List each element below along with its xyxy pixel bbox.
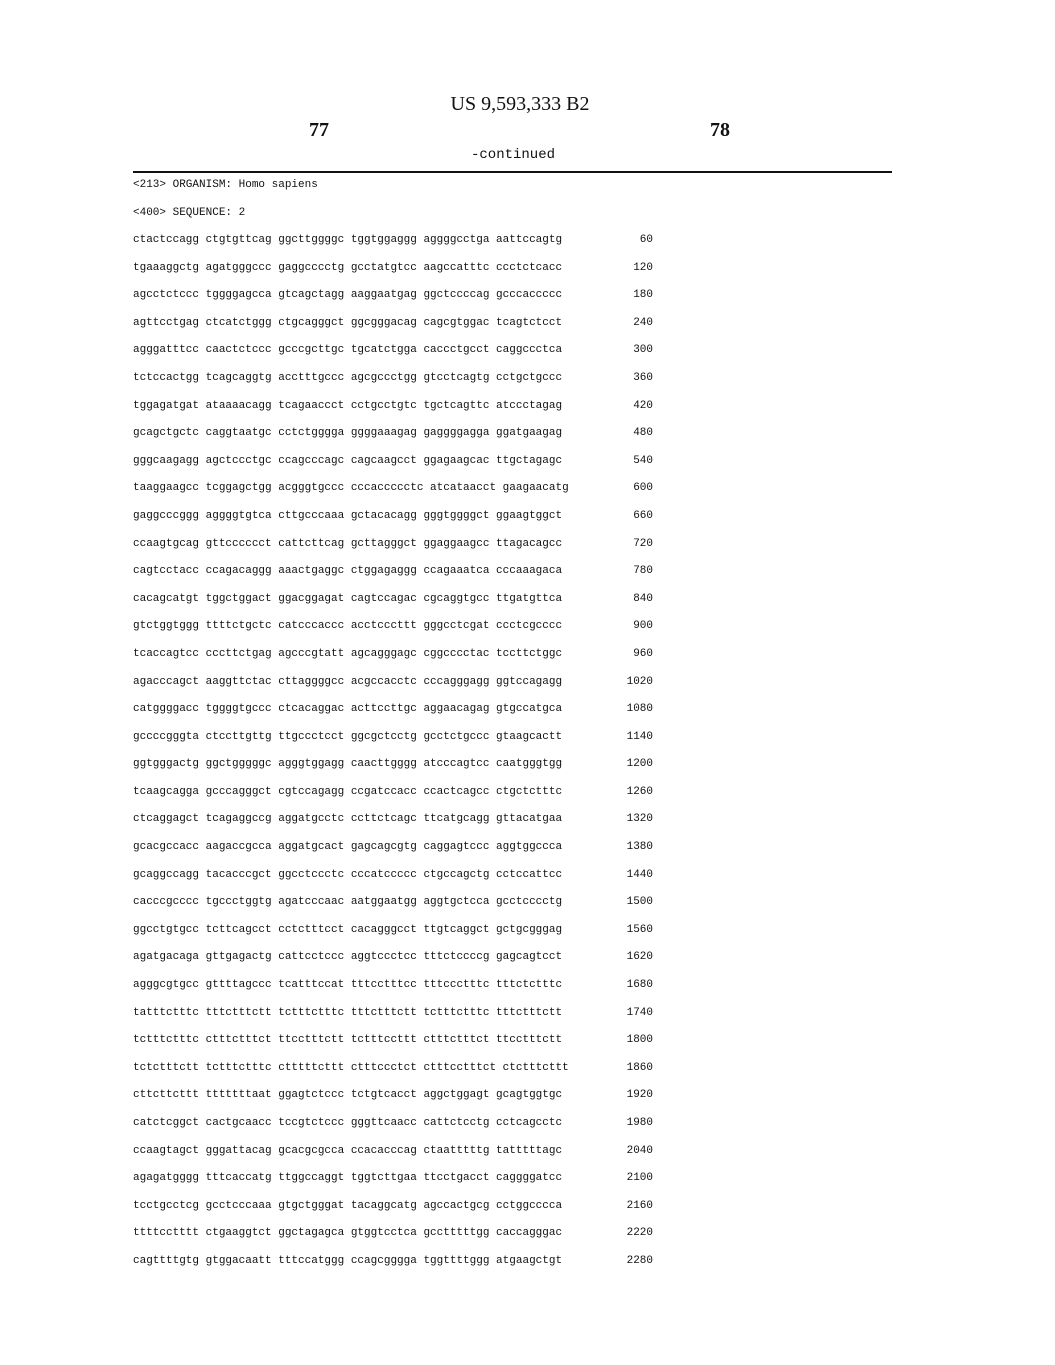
sequence-row xyxy=(133,840,673,868)
sequence-position: 120 xyxy=(633,261,653,274)
sequence-position: 180 xyxy=(633,289,653,302)
sequence-position: 2100 xyxy=(626,1172,653,1185)
sequence-row xyxy=(133,426,673,454)
sequence-text: agttcctgag ctcatctggg ctgcagggct ggcgggacag cagcgtggac tcagtctcct xyxy=(133,316,563,329)
sequence-position: 1320 xyxy=(626,813,653,826)
sequence-text: tggagatgat ataaaacagg tcagaaccct cctgcctgtc tgctcagttc atccctagag xyxy=(133,399,563,412)
sequence-row xyxy=(133,1061,673,1089)
sequence-position: 900 xyxy=(633,620,653,633)
sequence-text: ccaagtgcag gttcccccct cattcttcag gcttagggct ggaggaagcc ttagacagcc xyxy=(133,537,563,550)
page-number-left: 77 xyxy=(309,119,329,141)
sequence-position: 1200 xyxy=(626,758,653,771)
sequence-text: ctcaggagct tcagaggccg aggatgcctc ccttctcagc ttcatgcagg gttacatgaa xyxy=(133,813,563,826)
page-number-right: 78 xyxy=(710,119,730,141)
sequence-text: agcctctccc tggggagcca gtcagctagg aaggaatgag ggctccccag gcccaccccc xyxy=(133,289,563,302)
sequence-row xyxy=(133,868,673,896)
sequence-row xyxy=(133,923,673,951)
sequence-position: 540 xyxy=(633,454,653,467)
sequence-position: 660 xyxy=(633,509,653,522)
sequence-position: 1620 xyxy=(626,951,653,964)
sequence-text: taaggaagcc tcggagctgg acgggtgccc cccaccccctc atcataacct gaagaacatg xyxy=(133,482,569,495)
sequence-text: tcctgcctcg gcctcccaaa gtgctgggat tacaggcatg agccactgcg cctggcccca xyxy=(133,1199,563,1212)
sequence-listing xyxy=(133,233,673,1282)
sequence-text: cagttttgtg gtggacaatt tttccatggg ccagcgggga tggttttggg atgaagctgt xyxy=(133,1254,563,1267)
sequence-row xyxy=(133,730,673,758)
sequence-row xyxy=(133,675,673,703)
sequence-row xyxy=(133,702,673,730)
sequence-text: gcaggccagg tacacccgct ggcctccctc cccatccccc ctgccagctg cctccattcc xyxy=(133,868,563,881)
sequence-text: agagatgggg tttcaccatg ttggccaggt tggtcttgaa ttcctgacct caggggatcc xyxy=(133,1172,563,1185)
sequence-position: 1260 xyxy=(626,785,653,798)
sequence-text: agggcgtgcc gttttagccc tcatttccat tttcctttcc tttccctttc tttctctttc xyxy=(133,979,563,992)
sequence-text: ggcctgtgcc tcttcagcct cctctttcct cacagggcct ttgtcaggct gctgcgggag xyxy=(133,923,563,936)
sequence-position: 1860 xyxy=(626,1061,653,1074)
sequence-position: 1140 xyxy=(626,730,653,743)
sequence-position: 1740 xyxy=(626,1006,653,1019)
sequence-position: 2220 xyxy=(626,1227,653,1240)
sequence-row xyxy=(133,454,673,482)
sequence-position: 1800 xyxy=(626,1034,653,1047)
sequence-row xyxy=(133,343,673,371)
sequence-text: catctcggct cactgcaacc tccgtctccc gggttcaacc cattctcctg cctcagcctc xyxy=(133,1117,563,1129)
sequence-position: 1020 xyxy=(626,675,653,688)
sequence-position: 780 xyxy=(633,565,653,578)
sequence-text: catggggacc tggggtgccc ctcacaggac acttccttgc aggaacagag gtgccatgca xyxy=(133,703,563,716)
sequence-text: tctctttctt tctttctttc ctttttcttt ctttccctct ctttcctttct ctctttcttt xyxy=(133,1061,569,1074)
sequence-row xyxy=(133,509,673,537)
sequence-text: cagtcctacc ccagacaggg aaactgaggc ctggagaggg ccagaaatca cccaaagaca xyxy=(133,565,563,578)
sequence-row xyxy=(133,316,673,344)
sequence-position: 840 xyxy=(633,592,653,605)
sequence-position: 720 xyxy=(633,537,653,550)
sequence-row xyxy=(133,1006,673,1034)
sequence-position: 2160 xyxy=(626,1199,653,1212)
sequence-text: tctccactgg tcagcaggtg acctttgccc agcgccctgg gtcctcagtg cctgctgccc xyxy=(133,371,563,384)
sequence-row xyxy=(133,564,673,592)
patent-number: US 9,593,333 B2 xyxy=(450,93,590,115)
sequence-position: 600 xyxy=(633,482,653,495)
sequence-label: <400> SEQUENCE: 2 xyxy=(133,207,246,219)
sequence-row xyxy=(133,757,673,785)
sequence-position: 2040 xyxy=(626,1144,653,1157)
sequence-text: agacccagct aaggttctac cttaggggcc acgccacctc cccagggagg ggtccagagg xyxy=(133,675,563,688)
sequence-text: ctactccagg ctgtgttcag ggcttggggc tggtggaggg aggggcctga aattccagtg xyxy=(133,234,563,246)
sequence-row xyxy=(133,592,673,620)
sequence-row xyxy=(133,1033,673,1061)
sequence-row xyxy=(133,1226,673,1254)
sequence-text: gcagctgctc caggtaatgc cctctgggga ggggaaagag gaggggagga ggatgaagag xyxy=(133,427,563,440)
sequence-position: 1080 xyxy=(626,703,653,716)
sequence-position: 240 xyxy=(633,316,653,329)
sequence-position: 480 xyxy=(633,427,653,440)
organism-line: <213> ORGANISM: Homo sapiens xyxy=(133,179,318,191)
continued-label: -continued xyxy=(470,147,555,163)
sequence-position: 1920 xyxy=(626,1089,653,1102)
sequence-row xyxy=(133,950,673,978)
sequence-text: cacagcatgt tggctggact ggacggagat cagtccagac cgcaggtgcc ttgatgttca xyxy=(133,592,563,605)
sequence-row xyxy=(133,1254,673,1282)
sequence-text: cttcttcttt tttttttaat ggagtctccc tctgtcacct aggctggagt gcagtggtgc xyxy=(133,1089,563,1102)
sequence-position: 960 xyxy=(633,647,653,660)
sequence-row xyxy=(133,481,673,509)
sequence-text: tcaccagtcc cccttctgag agcccgtatt agcagggagc cggcccctac tccttctggc xyxy=(133,647,563,660)
sequence-position: 2280 xyxy=(626,1254,653,1267)
sequence-text: agggatttcc caactctccc gcccgcttgc tgcatctgga caccctgcct caggccctca xyxy=(133,344,563,357)
sequence-row xyxy=(133,785,673,813)
sequence-text: tctttctttc ctttctttct ttcctttctt tctttccttt ctttctttct ttcctttctt xyxy=(133,1034,563,1047)
sequence-row xyxy=(133,399,673,427)
sequence-position: 300 xyxy=(633,344,653,357)
sequence-row xyxy=(133,288,673,316)
sequence-text: cacccgcccc tgccctggtg agatcccaac aatggaatgg aggtgctcca gcctcccctg xyxy=(133,896,563,909)
sequence-position: 1680 xyxy=(626,979,653,992)
sequence-row xyxy=(133,812,673,840)
sequence-row xyxy=(133,1088,673,1116)
sequence-row xyxy=(133,537,673,565)
sequence-text: agatgacaga gttgagactg cattcctccc aggtccctcc tttctccccg gagcagtcct xyxy=(133,951,563,964)
sequence-row xyxy=(133,371,673,399)
sequence-row xyxy=(133,233,673,261)
sequence-position: 1560 xyxy=(626,923,653,936)
sequence-row xyxy=(133,619,673,647)
sequence-row xyxy=(133,1171,673,1199)
sequence-row xyxy=(133,978,673,1006)
header-divider xyxy=(133,171,892,173)
sequence-row xyxy=(133,261,673,289)
sequence-text: tcaagcagga gcccagggct cgtccagagg ccgatccacc ccactcagcc ctgctctttc xyxy=(133,785,563,798)
sequence-row xyxy=(133,1116,673,1144)
sequence-position: 420 xyxy=(633,399,653,412)
sequence-position: 1500 xyxy=(626,896,653,909)
sequence-position: 1380 xyxy=(626,841,653,854)
sequence-text: ggtgggactg ggctgggggc agggtggagg caacttgggg atcccagtcc caatgggtgg xyxy=(133,758,563,771)
sequence-text: gcacgccacc aagaccgcca aggatgcact gagcagcgtg caggagtccc aggtggccca xyxy=(133,841,563,854)
sequence-text: ccaagtagct gggattacag gcacgcgcca ccacacccag ctaatttttg tatttttagc xyxy=(133,1144,563,1157)
sequence-position: 360 xyxy=(633,371,653,384)
sequence-row xyxy=(133,647,673,675)
sequence-row xyxy=(133,895,673,923)
sequence-text: gtctggtggg ttttctgctc catcccaccc acctcccttt gggcctcgat ccctcgcccc xyxy=(133,620,563,633)
sequence-position: 1980 xyxy=(626,1117,653,1129)
sequence-position: 1440 xyxy=(626,868,653,881)
sequence-text: gccccgggta ctccttgttg ttgccctcct ggcgctcctg gcctctgccc gtaagcactt xyxy=(133,730,563,743)
sequence-text: gaggcccggg aggggtgtca cttgcccaaa gctacacagg gggtggggct ggaagtggct xyxy=(133,509,563,522)
sequence-row xyxy=(133,1199,673,1227)
sequence-text: gggcaagagg agctccctgc ccagcccagc cagcaagcct ggagaagcac ttgctagagc xyxy=(133,454,563,467)
sequence-row xyxy=(133,1144,673,1172)
sequence-text: ttttcctttt ctgaaggtct ggctagagca gtggtcctca gcctttttgg caccagggac xyxy=(133,1227,563,1240)
sequence-text: tgaaaggctg agatgggccc gaggcccctg gcctatgtcc aagccatttc ccctctcacc xyxy=(133,261,563,274)
sequence-text: tatttctttc tttctttctt tctttctttc tttctttctt tctttctttc tttctttctt xyxy=(133,1006,563,1019)
sequence-position: 60 xyxy=(639,234,653,246)
